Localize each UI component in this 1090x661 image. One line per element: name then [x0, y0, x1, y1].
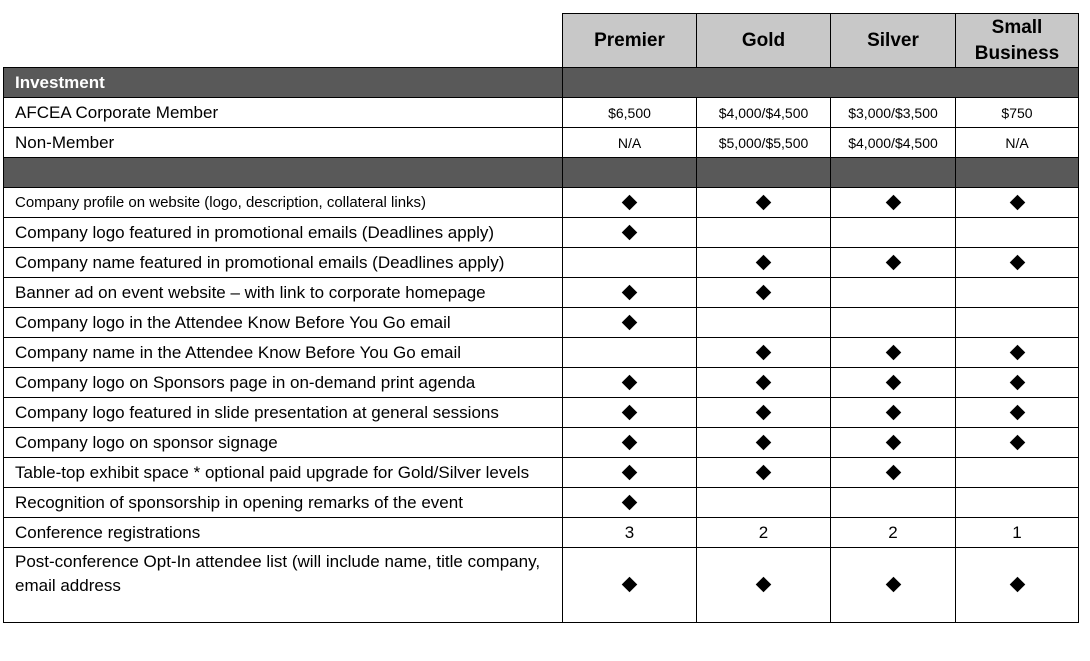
benefit-label: Company logo featured in promotional emails (Deadlines apply) [4, 218, 563, 248]
benefit-cell-premier [563, 548, 697, 623]
diamond-icon [756, 374, 772, 390]
diamond-icon [622, 224, 638, 240]
benefit-cell-small-business [956, 458, 1079, 488]
benefit-cell-silver [831, 248, 956, 278]
benefit-cell-premier [563, 428, 697, 458]
benefit-row [4, 398, 1079, 428]
benefit-cell-small-business [956, 248, 1079, 278]
price-row-label: AFCEA Corporate Member [4, 98, 563, 128]
diamond-icon [1009, 374, 1025, 390]
benefit-cell-premier [563, 308, 697, 338]
benefit-cell-small-business [956, 428, 1079, 458]
benefit-cell-premier [563, 278, 697, 308]
benefit-cell-gold [697, 398, 831, 428]
benefit-cell-premier [563, 338, 697, 368]
benefit-cell-silver [831, 308, 956, 338]
diamond-icon [622, 314, 638, 330]
investment-section-row [4, 68, 1079, 98]
diamond-icon [885, 434, 901, 450]
diamond-icon [622, 464, 638, 480]
benefit-label: Company profile on website (logo, description, collateral links) [4, 188, 563, 218]
diamond-icon [756, 434, 772, 450]
benefit-cell-silver [831, 218, 956, 248]
benefit-cell-small-business [956, 338, 1079, 368]
registrations-premier: 3 [563, 518, 697, 548]
tier-small-business: Small Business [956, 14, 1079, 68]
tier-premier: Premier [563, 14, 697, 68]
diamond-icon [885, 577, 901, 593]
benefit-label: Banner ad on event website – with link to corporate homepage [4, 278, 563, 308]
benefit-cell-premier [563, 398, 697, 428]
price-gold: $4,000/$4,500 [697, 98, 831, 128]
benefit-cell-gold [697, 188, 831, 218]
diamond-icon [756, 577, 772, 593]
benefit-label: Company logo on Sponsors page in on-demand print agenda [4, 368, 563, 398]
diamond-icon [1009, 404, 1025, 420]
benefit-cell-silver [831, 338, 956, 368]
tier-gold: Gold [697, 14, 831, 68]
benefit-row [4, 488, 1079, 518]
diamond-icon [885, 254, 901, 270]
diamond-icon [1009, 344, 1025, 360]
diamond-icon [622, 374, 638, 390]
benefit-row [4, 248, 1079, 278]
diamond-icon [756, 344, 772, 360]
diamond-icon [885, 194, 901, 210]
benefit-cell-silver [831, 428, 956, 458]
benefit-row [4, 428, 1079, 458]
investment-section-label: Investment [4, 68, 563, 98]
tier-silver: Silver [831, 14, 956, 68]
benefit-cell-gold [697, 458, 831, 488]
benefit-cell-premier [563, 188, 697, 218]
price-gold: $5,000/$5,500 [697, 128, 831, 158]
registrations-gold: 2 [697, 518, 831, 548]
benefit-cell-gold [697, 548, 831, 623]
benefit-cell-gold [697, 428, 831, 458]
diamond-icon [885, 404, 901, 420]
benefits-section-label-cell [4, 158, 563, 188]
benefit-row [4, 458, 1079, 488]
registrations-small-business: 1 [956, 518, 1079, 548]
benefit-cell-small-business [956, 548, 1079, 623]
benefits-section-row [4, 158, 1079, 188]
benefit-cell-silver [831, 458, 956, 488]
diamond-icon [1009, 254, 1025, 270]
benefit-label: Recognition of sponsorship in opening remarks of the event [4, 488, 563, 518]
benefit-cell-silver [831, 188, 956, 218]
price-silver: $3,000/$3,500 [831, 98, 956, 128]
benefit-cell-gold [697, 308, 831, 338]
benefit-row [4, 188, 1079, 218]
benefit-row [4, 338, 1079, 368]
investment-section-fill [563, 68, 1079, 98]
benefit-cell-gold [697, 278, 831, 308]
price-row-non-member [4, 128, 1079, 158]
diamond-icon [622, 404, 638, 420]
benefit-label: Company logo in the Attendee Know Before You Go email [4, 308, 563, 338]
benefit-cell-small-business [956, 278, 1079, 308]
benefit-cell-premier [563, 368, 697, 398]
diamond-icon [622, 434, 638, 450]
benefit-cell-silver [831, 278, 956, 308]
benefits-section-fill [956, 158, 1079, 188]
diamond-icon [622, 494, 638, 510]
price-row-member [4, 98, 1079, 128]
benefit-row [4, 278, 1079, 308]
diamond-icon [622, 577, 638, 593]
diamond-icon [756, 404, 772, 420]
diamond-icon [756, 464, 772, 480]
price-small-business: $750 [956, 98, 1079, 128]
benefit-cell-premier [563, 458, 697, 488]
header-blank-cell [4, 14, 563, 68]
sponsorship-table [3, 13, 1079, 623]
diamond-icon [885, 344, 901, 360]
benefit-cell-small-business [956, 488, 1079, 518]
benefit-cell-small-business [956, 398, 1079, 428]
diamond-icon [756, 284, 772, 300]
benefit-row [4, 368, 1079, 398]
benefit-cell-silver [831, 398, 956, 428]
price-silver: $4,000/$4,500 [831, 128, 956, 158]
benefit-label: Company name featured in promotional emails (Deadlines apply) [4, 248, 563, 278]
benefit-cell-small-business [956, 188, 1079, 218]
diamond-icon [885, 464, 901, 480]
benefit-label: Table-top exhibit space * optional paid upgrade for Gold/Silver levels [4, 458, 563, 488]
benefit-cell-small-business [956, 368, 1079, 398]
benefit-cell-gold [697, 248, 831, 278]
benefit-cell-silver [831, 488, 956, 518]
benefit-cell-gold [697, 338, 831, 368]
registrations-row [4, 518, 1079, 548]
benefit-row [4, 218, 1079, 248]
benefit-label: Company name in the Attendee Know Before You Go email [4, 338, 563, 368]
registrations-silver: 2 [831, 518, 956, 548]
benefits-section-fill [563, 158, 697, 188]
benefits-section-fill [831, 158, 956, 188]
benefit-row [4, 308, 1079, 338]
benefit-cell-gold [697, 218, 831, 248]
benefit-label: Conference registrations [4, 518, 563, 548]
benefit-cell-small-business [956, 218, 1079, 248]
diamond-icon [1009, 577, 1025, 593]
diamond-icon [622, 284, 638, 300]
price-small-business: N/A [956, 128, 1079, 158]
benefit-cell-small-business [956, 308, 1079, 338]
benefit-cell-premier [563, 488, 697, 518]
diamond-icon [885, 374, 901, 390]
benefit-cell-silver [831, 548, 956, 623]
benefit-label: Post-conference Opt-In attendee list (will include name, title company, email address [4, 548, 563, 623]
diamond-icon [756, 254, 772, 270]
benefit-cell-premier [563, 218, 697, 248]
benefit-cell-premier [563, 248, 697, 278]
diamond-icon [1009, 434, 1025, 450]
benefit-cell-gold [697, 368, 831, 398]
diamond-icon [756, 194, 772, 210]
price-row-label: Non-Member [4, 128, 563, 158]
benefit-label: Company logo on sponsor signage [4, 428, 563, 458]
benefits-section-fill [697, 158, 831, 188]
benefit-cell-gold [697, 488, 831, 518]
diamond-icon [622, 194, 638, 210]
diamond-icon [1009, 194, 1025, 210]
benefit-label: Company logo featured in slide presentation at general sessions [4, 398, 563, 428]
attendee-list-row [4, 548, 1079, 623]
benefit-cell-silver [831, 368, 956, 398]
price-premier: N/A [563, 128, 697, 158]
price-premier: $6,500 [563, 98, 697, 128]
tier-header-row [4, 14, 1079, 68]
